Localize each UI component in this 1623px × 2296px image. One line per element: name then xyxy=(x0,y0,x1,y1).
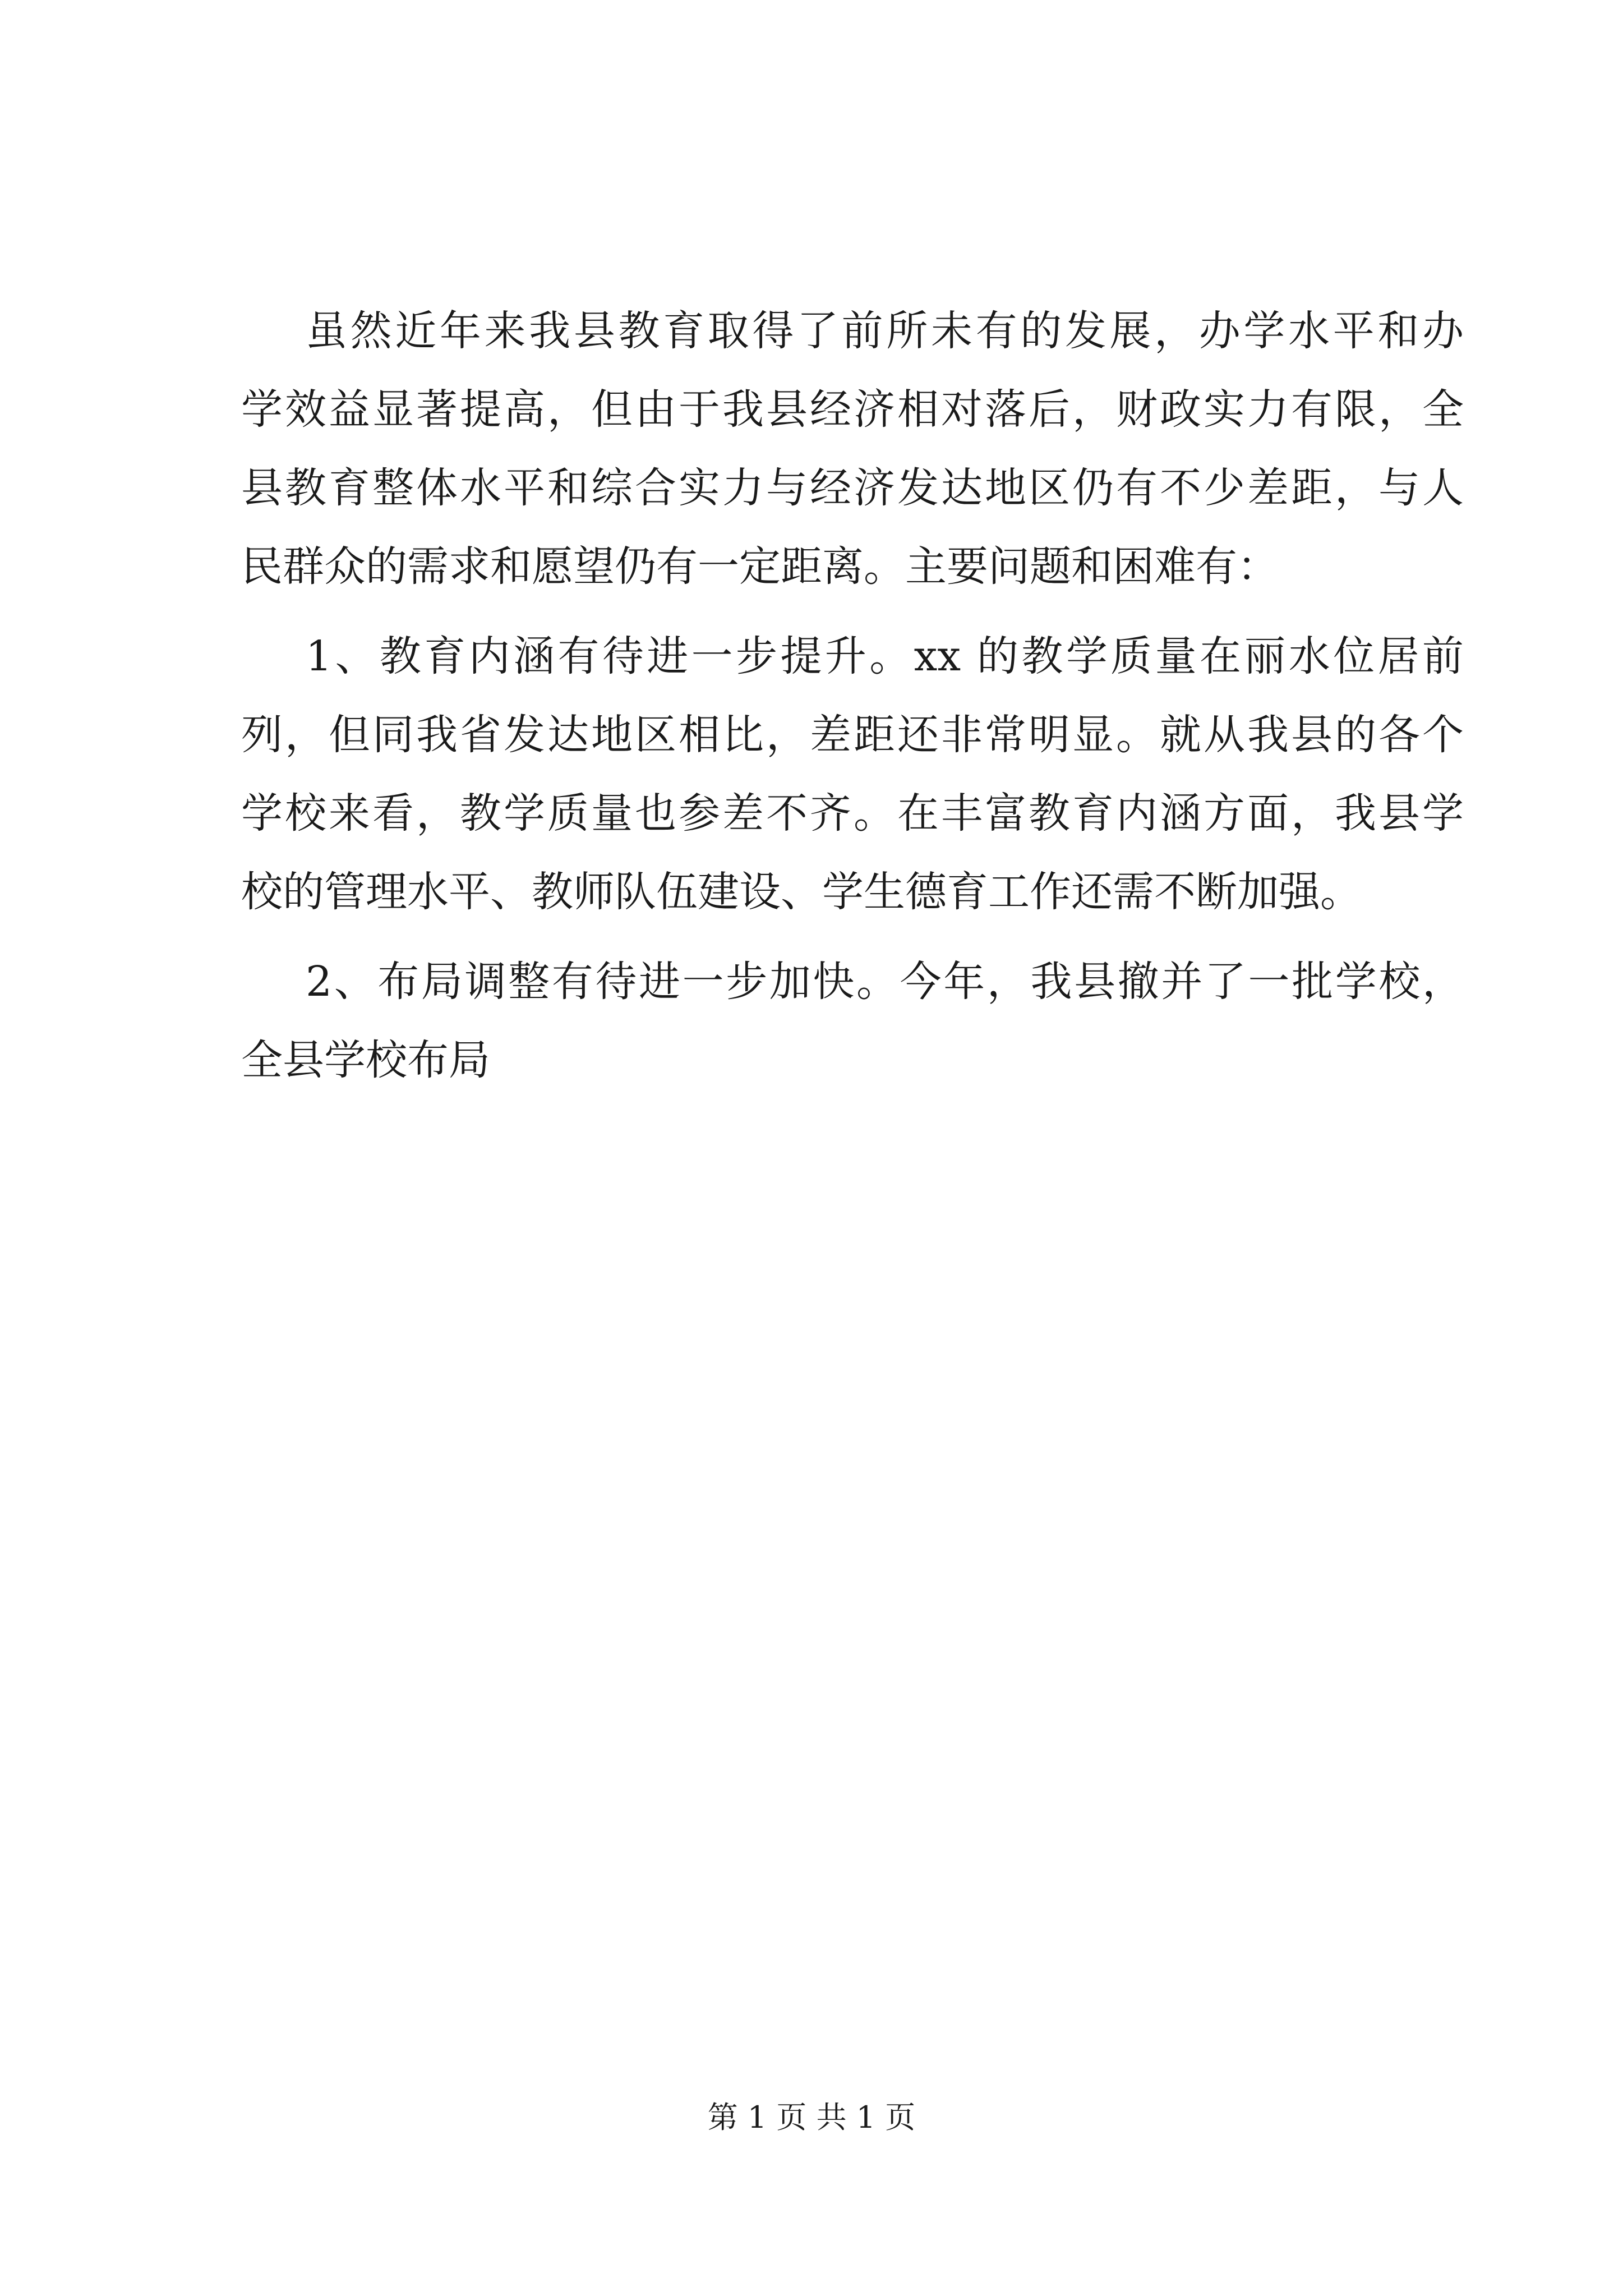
text-line: 校的管理水平、教师队伍建设、学生德育工作还需不断加强。 xyxy=(241,868,1362,916)
text-line: 全县学校布局 xyxy=(241,1036,490,1084)
text-line: 学校来看，教学质量也参差不齐。在丰富教育内涵方面，我县学 xyxy=(241,789,1464,838)
paragraph-1 xyxy=(241,292,1464,606)
text-line: 虽然近年来我县教育取得了前所未有的发展，办学水平和办 xyxy=(306,307,1464,355)
paragraph-2 xyxy=(241,617,1464,931)
text-line: 1、教育内涵有待进一步提升。xx 的教学质量在丽水位居前 xyxy=(306,632,1464,680)
page-footer: 第 1 页 共 1 页 xyxy=(707,2100,916,2135)
text-line: 列，但同我省发达地区相比，差距还非常明显。就从我县的各个 xyxy=(241,711,1464,759)
text-line: 民群众的需求和愿望仍有一定距离。主要问题和困难有： xyxy=(241,542,1279,591)
text-line: 2、布局调整有待进一步加快。今年，我县撤并了一批学校， xyxy=(306,958,1464,1006)
paragraph-gap xyxy=(241,606,1464,617)
text-line: 学效益显著提高，但由于我县经济相对落后，财政实力有限，全 xyxy=(241,385,1464,434)
paragraph-3 xyxy=(241,942,1464,1099)
paragraph-gap xyxy=(241,931,1464,942)
text-line: 县教育整体水平和综合实力与经济发达地区仍有不少差距，与人 xyxy=(241,464,1464,512)
document-body xyxy=(241,292,1464,1099)
